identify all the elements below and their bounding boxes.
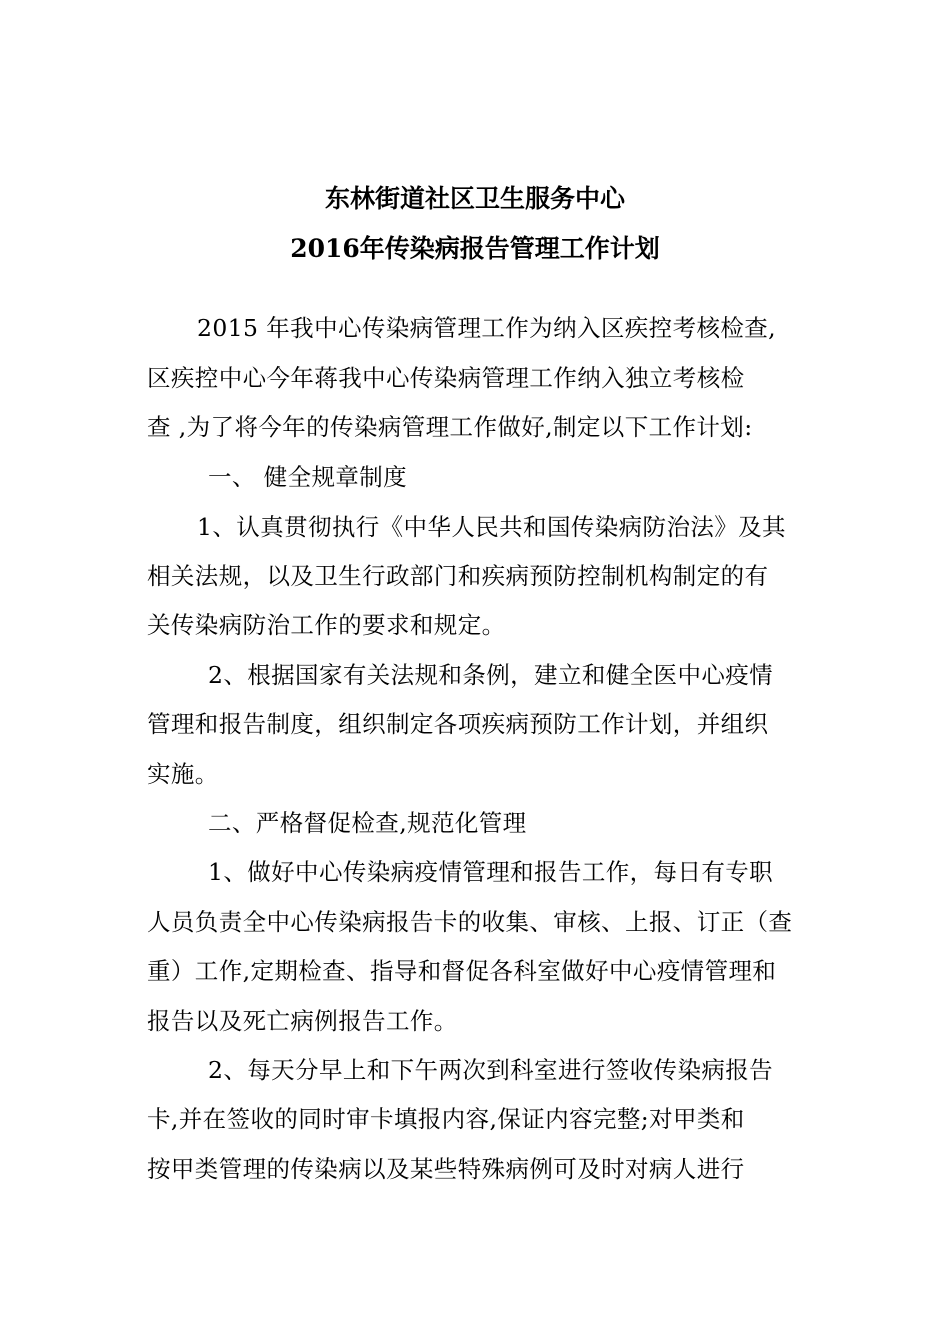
- paragraph-line-18: 按甲类管理的传染病以及某些特殊病例可及时对病人进行: [147, 1155, 745, 1183]
- paragraph-line-16: 2、每天分早上和下午两次到科室进行签收传染病报告: [208, 1056, 774, 1084]
- document-title-line1: 东林街道社区卫生服务中心: [324, 184, 625, 213]
- paragraph-line-17: 卡,并在签收的同时审卡填报内容,保证内容完整;对甲类和: [147, 1105, 745, 1133]
- section-heading-1: 一、 健全规章制度: [208, 463, 408, 491]
- paragraph-line-13: 人员负责全中心传染病报告卡的收集、审核、上报、订正（查: [147, 908, 793, 936]
- paragraph-line-15: 报告以及死亡病例报告工作。: [147, 1007, 458, 1035]
- document-title-line2: 2016年传染病报告管理工作计划: [290, 234, 660, 263]
- paragraph-line-3: 查 ,为了将今年的传染病管理工作做好,制定以下工作计划:: [147, 413, 753, 441]
- section-heading-2: 二、严格督促检查,规范化管理: [208, 809, 527, 837]
- paragraph-line-12: 1、做好中心传染病疫情管理和报告工作，每日有专职: [208, 858, 774, 886]
- paragraph-line-7: 关传染病防治工作的要求和规定。: [147, 611, 506, 639]
- paragraph-line-6: 相关法规，以及卫生行政部门和疾病预防控制机构制定的有: [147, 562, 769, 590]
- paragraph-line-1: 2015 年我中心传染病管理工作为纳入区疾控考核检查,: [197, 314, 777, 342]
- paragraph-line-9: 管理和报告制度，组织制定各项疾病预防工作计划，并组织: [147, 710, 769, 738]
- paragraph-line-14: 重）工作,定期检查、指导和督促各科室做好中心疫情管理和: [147, 957, 777, 985]
- paragraph-line-5: 1、认真贯彻执行《中华人民共和国传染病防治法》及其: [197, 513, 786, 541]
- paragraph-line-8: 2、根据国家有关法规和条例，建立和健全医中心疫情: [208, 661, 774, 689]
- paragraph-line-2: 区疾控中心今年蒋我中心传染病管理工作纳入独立考核检: [147, 364, 745, 392]
- paragraph-line-10: 实施。: [147, 760, 219, 788]
